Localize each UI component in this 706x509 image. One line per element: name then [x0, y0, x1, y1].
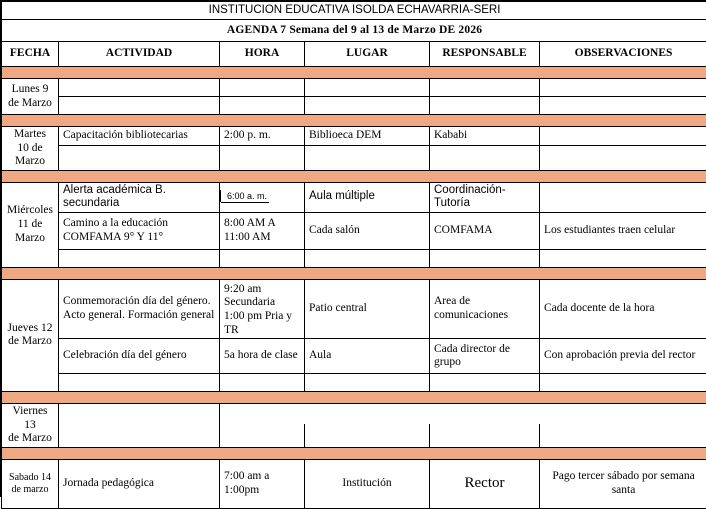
cell-actividad[interactable] — [59, 145, 220, 170]
cell-actividad[interactable] — [59, 97, 220, 115]
table-row — [2, 404, 706, 424]
separator-bar — [2, 267, 706, 279]
responsable-line: grupo — [434, 356, 461, 368]
responsable-line: comunicaciones — [434, 309, 508, 321]
cell-responsable[interactable]: COMFAMA — [430, 212, 540, 249]
column-header-row — [2, 42, 706, 67]
hora-line: 9:20 am — [224, 283, 261, 295]
cell-hora[interactable] — [220, 249, 305, 267]
cell-actividad[interactable]: Celebración día del género — [59, 339, 220, 374]
separator-bar — [2, 67, 706, 79]
separator-bar — [2, 115, 706, 127]
cell-hora[interactable]: 5a hora de clase — [220, 339, 305, 374]
cell-responsable[interactable] — [430, 424, 540, 448]
actividad-line: Conmemoración día del género. — [63, 295, 211, 307]
responsable-line: Area de — [434, 295, 470, 307]
cell-actividad[interactable] — [59, 279, 220, 338]
cell-lugar[interactable] — [305, 249, 430, 267]
table-row — [2, 339, 706, 374]
cell-lugar[interactable]: Patio central — [305, 279, 430, 338]
cell-responsable[interactable] — [430, 97, 540, 115]
cell-actividad[interactable] — [59, 249, 220, 267]
cell-hora[interactable] — [220, 459, 305, 508]
cell-hora[interactable] — [220, 279, 305, 338]
cell-responsable[interactable]: Kababi — [430, 127, 540, 146]
day-label-line: de marzo — [12, 484, 49, 495]
cell-observaciones[interactable]: Cada docente de la hora — [540, 279, 706, 338]
cell-actividad[interactable] — [59, 374, 220, 392]
column-header-actividad: ACTIVIDAD — [59, 42, 220, 67]
column-header-lugar: LUGAR — [305, 42, 430, 67]
actividad-line: Acto general. Formación general — [63, 309, 214, 321]
cell-hora[interactable] — [220, 212, 305, 249]
cell-observaciones[interactable]: Los estudiantes traen celular — [540, 212, 706, 249]
table-row — [2, 249, 706, 267]
day-label-line: Jueves 12 — [7, 322, 52, 334]
table-row — [2, 424, 706, 448]
table-row — [2, 182, 706, 212]
column-header-hora: HORA — [220, 42, 305, 67]
cell-lugar[interactable] — [305, 374, 430, 392]
cell-actividad[interactable] — [59, 212, 220, 249]
cell-observaciones[interactable] — [540, 182, 706, 212]
cell-lugar[interactable]: Cada salón — [305, 212, 430, 249]
cell-lugar[interactable]: Biblioeca DEM — [305, 127, 430, 146]
table-row — [2, 279, 706, 338]
cell-actividad[interactable] — [59, 79, 220, 97]
table-row — [2, 127, 706, 146]
separator-bar — [2, 392, 706, 404]
cell-responsable[interactable] — [430, 279, 540, 338]
day-label-line: Marzo — [15, 232, 45, 244]
institution-title: INSTITUCION EDUCATIVA ISOLDA ECHAVARRIA-SERI — [2, 2, 706, 20]
cell-lugar[interactable] — [305, 145, 430, 170]
cell-observaciones[interactable] — [540, 127, 706, 146]
hora-line: 7:00 am a — [224, 470, 269, 482]
actividad-line: COMFAMA 9° Y 11° — [63, 231, 163, 243]
day-separator — [2, 115, 706, 127]
day-label-line: de Marzo — [8, 335, 52, 347]
day-label-line: Miércoles — [7, 204, 53, 216]
cell-lugar[interactable]: Aula múltiple — [305, 182, 430, 212]
cell-observaciones[interactable] — [540, 459, 706, 508]
hora-value: 6:00 a. m. — [221, 191, 269, 203]
cell-observaciones[interactable] — [540, 424, 706, 448]
cell-observaciones[interactable] — [540, 404, 706, 424]
hora-line: TR — [224, 324, 239, 336]
agenda-table — [1, 1, 706, 509]
column-header-fecha: FECHA — [2, 42, 59, 67]
observaciones-line: Pago tercer sábado por semana — [552, 470, 694, 482]
hora-line: Secundaria — [224, 296, 275, 308]
day-separator — [2, 67, 706, 79]
cell-responsable[interactable] — [430, 79, 540, 97]
cell-hora[interactable] — [220, 145, 305, 170]
day-label-line: 10 de — [17, 142, 42, 154]
day-label-line: 13 — [24, 419, 36, 431]
cell-observaciones[interactable] — [540, 145, 706, 170]
cell-hora[interactable] — [220, 374, 305, 392]
cell-observaciones[interactable] — [540, 97, 706, 115]
day-label-line: de Marzo — [8, 97, 52, 109]
cell-lugar[interactable]: Institución — [305, 459, 430, 508]
day-label-sabado — [2, 459, 59, 508]
cell-hora[interactable] — [220, 404, 305, 424]
cell-actividad[interactable]: Jornada pedagógica — [59, 459, 220, 508]
day-label-line: Martes — [14, 128, 46, 140]
actividad-line: Camino a la educación — [63, 217, 168, 229]
day-label-line: Viernes — [12, 405, 47, 417]
cell-observaciones[interactable] — [540, 249, 706, 267]
cell-responsable[interactable]: Rector — [430, 459, 540, 508]
cell-responsable[interactable]: Coordinación-Tutoría — [430, 182, 540, 212]
day-separator — [2, 447, 706, 459]
cell-hora[interactable]: 2:00 p. m. — [220, 127, 305, 146]
day-label-martes — [2, 127, 59, 171]
column-header-observaciones: OBSERVACIONES — [540, 42, 706, 67]
cell-responsable[interactable] — [430, 374, 540, 392]
cell-actividad[interactable]: Alerta académica B. secundaria — [59, 182, 220, 212]
day-label-line: Sabado 14 — [9, 472, 51, 483]
day-label-miercoles — [2, 182, 59, 267]
cell-hora[interactable] — [220, 97, 305, 115]
day-separator — [2, 267, 706, 279]
day-label-line: 11 de — [18, 218, 43, 230]
cell-actividad[interactable] — [59, 404, 220, 424]
day-label-viernes — [2, 404, 59, 448]
cell-hora[interactable] — [220, 79, 305, 97]
day-separator — [2, 170, 706, 182]
cell-actividad[interactable]: Capacitación bibliotecarias — [59, 127, 220, 146]
day-label-jueves — [2, 279, 59, 391]
cell-lugar[interactable] — [305, 404, 430, 424]
cell-lugar[interactable] — [305, 79, 430, 97]
cell-observaciones[interactable]: Con aprobación previa del rector — [540, 339, 706, 374]
agenda-title-row — [2, 20, 706, 42]
separator-bar — [2, 447, 706, 459]
hora-line: 1:00pm — [224, 484, 259, 496]
day-label-line: Marzo — [15, 155, 45, 167]
day-label-line: de Marzo — [8, 432, 52, 444]
cell-lugar[interactable]: Aula — [305, 339, 430, 374]
cell-observaciones[interactable] — [540, 79, 706, 97]
table-row — [2, 212, 706, 249]
table-row — [2, 97, 706, 115]
cell-responsable[interactable] — [430, 249, 540, 267]
cell-actividad[interactable] — [59, 424, 220, 448]
cell-responsable[interactable] — [430, 339, 540, 374]
cell-responsable[interactable] — [430, 404, 540, 424]
cell-observaciones[interactable] — [540, 374, 706, 392]
table-row — [2, 459, 706, 508]
day-separator — [2, 392, 706, 404]
table-row — [2, 374, 706, 392]
cell-responsable[interactable] — [430, 145, 540, 170]
hora-line: 11:00 AM — [224, 231, 271, 243]
table-row — [2, 79, 706, 97]
cell-lugar[interactable] — [305, 424, 430, 448]
cell-lugar[interactable] — [305, 97, 430, 115]
cell-hora[interactable] — [220, 182, 305, 212]
hora-line: 1:00 pm Pria y — [224, 310, 292, 322]
column-header-responsable: RESPONSABLE — [430, 42, 540, 67]
day-label-lunes — [2, 79, 59, 115]
table-row — [2, 145, 706, 170]
title-row — [2, 2, 706, 20]
day-label-line: Lunes 9 — [12, 83, 49, 95]
cell-hora[interactable] — [220, 424, 305, 448]
hora-line: 8:00 AM A — [224, 217, 276, 229]
separator-bar — [2, 170, 706, 182]
responsable-line: Cada director de — [434, 343, 510, 355]
agenda-title: AGENDA 7 Semana del 9 al 13 de Marzo DE 2026 — [2, 20, 706, 42]
observaciones-line: santa — [612, 484, 636, 496]
